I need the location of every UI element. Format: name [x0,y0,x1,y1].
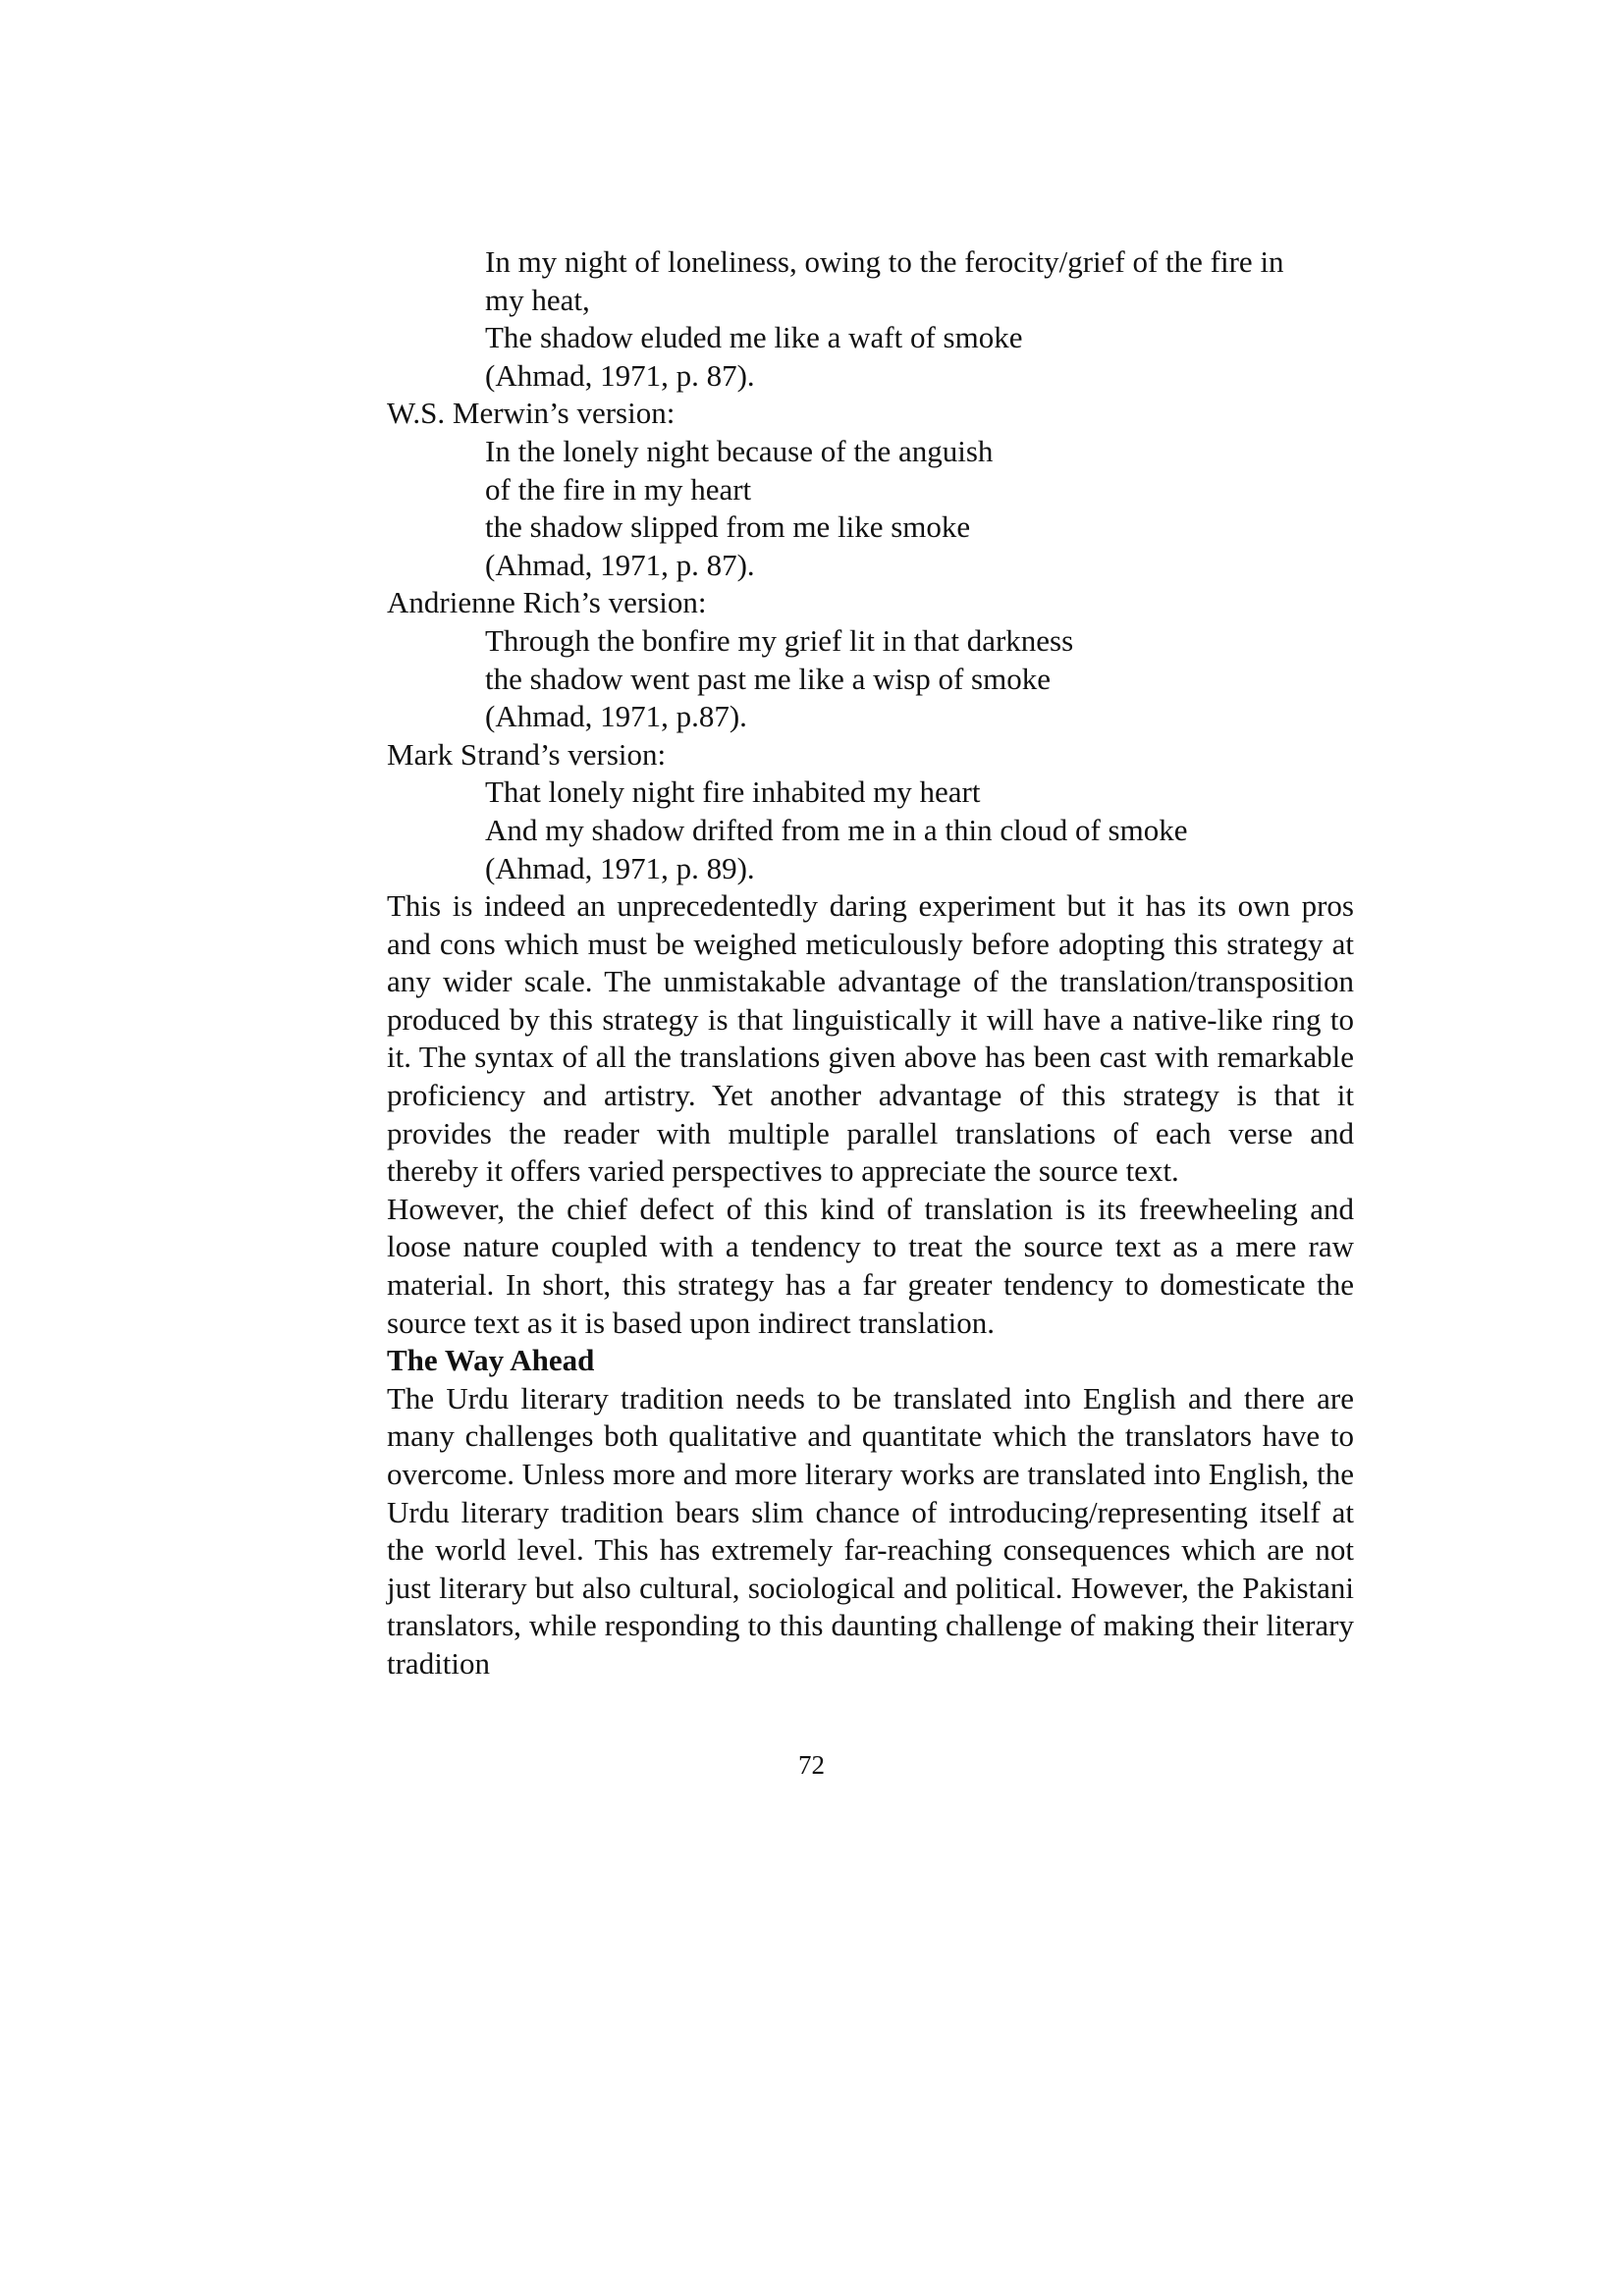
verse-line: the shadow slipped from me like smoke [485,509,971,545]
citation: (Ahmad, 1971, p. 89). [485,850,755,885]
page-number: 72 [798,1750,825,1780]
verse-line: In the lonely night because of the anguish [485,433,994,468]
section-heading: The Way Ahead [387,1343,595,1378]
citation: (Ahmad, 1971, p.87). [485,699,747,734]
version-label: Andrienne Rich’s version: [387,585,707,620]
citation: (Ahmad, 1971, p. 87). [485,547,755,582]
version-label: W.S. Merwin’s version: [387,396,676,431]
citation: (Ahmad, 1971, p. 87). [485,357,755,393]
verse-line: of the fire in my heart [485,471,752,507]
verse-line: Through the bonfire my grief lit in that darkness [485,622,1074,658]
verse-line: And my shadow drifted from me in a thin cloud of smoke [485,812,1188,847]
body-paragraph: The Urdu literary tradition needs to be translated into English and there are many challenges both qualitative and quantitate which the translators have to overcome. Unless more and more literary works are translated into English, the Urdu literary tradition bears slim chance of introducing/representing itself at the world level. This has extremely far-reaching consequences which are not just literary but also cultural, sociological and political. However, the Pakistani translators, while responding to this daunting challenge of making their literary tradition [387,1380,1354,1681]
verse-line: The shadow eluded me like a waft of smoke [485,320,1023,355]
version-label: Mark Strand’s version: [387,736,667,772]
body-paragraph: This is indeed an unprecedentedly daring experiment but it has its own pros and cons which must be weighed meticulously before adopting this strategy at any wider scale. The unmistakable advantage of the translation/transposition produced by this strategy is that linguistically it will have a native-like ring to it. The syntax of all the translations given above has been cast with remarkable proficiency and artistry. Yet another advantage of this strategy is that it provides the reader with multiple parallel translations of each verse and thereby it offers varied perspectives to appreciate the source text. [387,888,1354,1189]
verse-line: my heat, [485,282,590,317]
verse-line: That lonely night fire inhabited my heart [485,774,981,810]
body-paragraph: However, the chief defect of this kind of translation is its freewheeling and loose nature coupled with a tendency to treat the source text as a mere raw material. In short, this strategy has a far greater tendency to domesticate the source text as it is based upon indirect translation. [387,1191,1354,1340]
page-body [387,243,1354,1683]
verse-line: In my night of loneliness, owing to the ferocity/grief of the fire in [485,244,1284,279]
verse-line: the shadow went past me like a wisp of smoke [485,661,1051,696]
